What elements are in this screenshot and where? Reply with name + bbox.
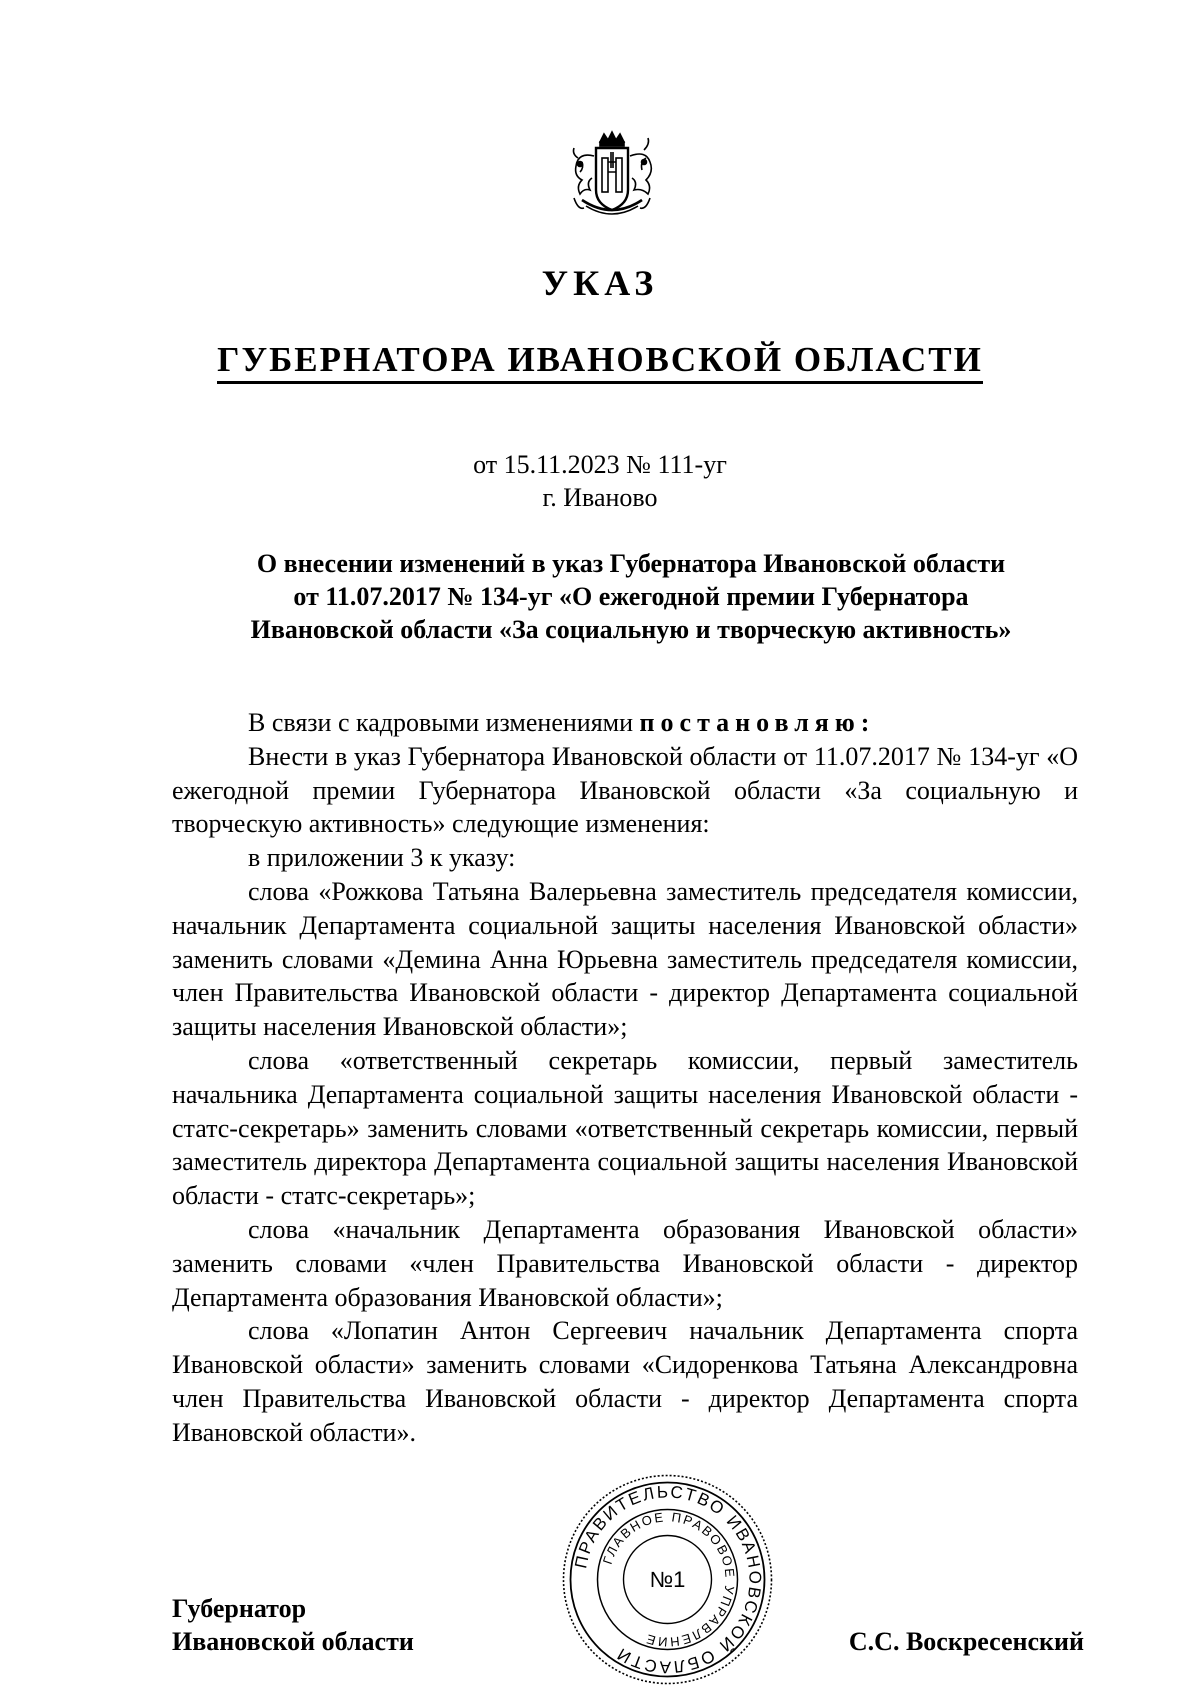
document-subject	[200, 547, 1062, 646]
document-body	[172, 706, 1078, 1450]
document-type-title: УКАЗ	[541, 263, 659, 303]
body-paragraph: слова «ответственный секретарь комиссии, первый заместитель начальника Департамента социальной защиты населения Ивановской области - статс-секретарь» заменить словами «ответственный секретарь комиссии, первый заместитель директора Департамента социальной защиты населения Ивановской области - статс-секретарь»;	[172, 1045, 1078, 1211]
signer-position-line-1: Губернатор	[172, 1594, 307, 1623]
stamp-outer-text: ПРАВИТЕЛЬСТВО ИВАНОВСКОЙ ОБЛАСТИ	[571, 1482, 765, 1677]
subject-line-2: от 11.07.2017 № 134-уг «О ежегодной премии Губернатора	[293, 582, 969, 611]
official-stamp	[560, 1472, 775, 1687]
issuer-title	[0, 340, 1200, 380]
subject-line-3: Ивановской области «За социальную и творческую активность»	[250, 615, 1012, 644]
ivanovo-coat-of-arms-icon	[564, 128, 660, 224]
body-paragraph: Внести в указ Губернатора Ивановской области от 11.07.2017 № 134-уг «О ежегодной премии Губернатора Ивановской области «За социальную и творческую активность» следующие изменения:	[172, 741, 1078, 839]
stamp-number: №1	[649, 1567, 686, 1592]
stamp-inner-text: ГЛАВНОЕ ПРАВОВОЕ УПРАВЛЕНИЕ	[599, 1509, 738, 1650]
body-paragraph: слова «Лопатин Антон Сергеевич начальник Департамента спорта Ивановской области» заменить словами «Сидоренкова Татьяна Александровна член Правительства Ивановской области - директор Департамента спорта Ивановской области».	[172, 1316, 1078, 1447]
subject-line-1: О внесении изменений в указ Губернатора Ивановской области	[256, 549, 1006, 578]
signer-position	[172, 1592, 414, 1658]
body-paragraph-intro	[172, 706, 1078, 740]
resolution-keyword: постановляю:	[639, 708, 876, 737]
document-date-number: от 15.11.2023 № 111-уг	[473, 450, 727, 479]
document-city: г. Иваново	[542, 483, 658, 512]
body-paragraph: в приложении 3 к указу:	[248, 843, 516, 873]
signer-name: С.С. Воскресенский	[848, 1627, 1084, 1656]
issuer-title-text: ГУБЕРНАТОРА ИВАНОВСКОЙ ОБЛАСТИ	[217, 340, 983, 384]
body-paragraph: слова «Рожкова Татьяна Валерьевна заместитель председателя комиссии, начальник Департамента социальной защиты населения Ивановской области» заменить словами «Демина Анна Юрьевна заместитель председателя комиссии, член Правительства Ивановской области - директор Департамента социальной защиты населения Ивановской области»;	[172, 876, 1078, 1042]
signer-position-line-2: Ивановской области	[172, 1627, 414, 1656]
body-paragraph: слова «начальник Департамента образования Ивановской области» заменить словами «член Правительства Ивановской области - директор Департамента образования Ивановской области»;	[172, 1214, 1078, 1312]
intro-text: В связи с кадровыми изменениями	[248, 708, 640, 737]
